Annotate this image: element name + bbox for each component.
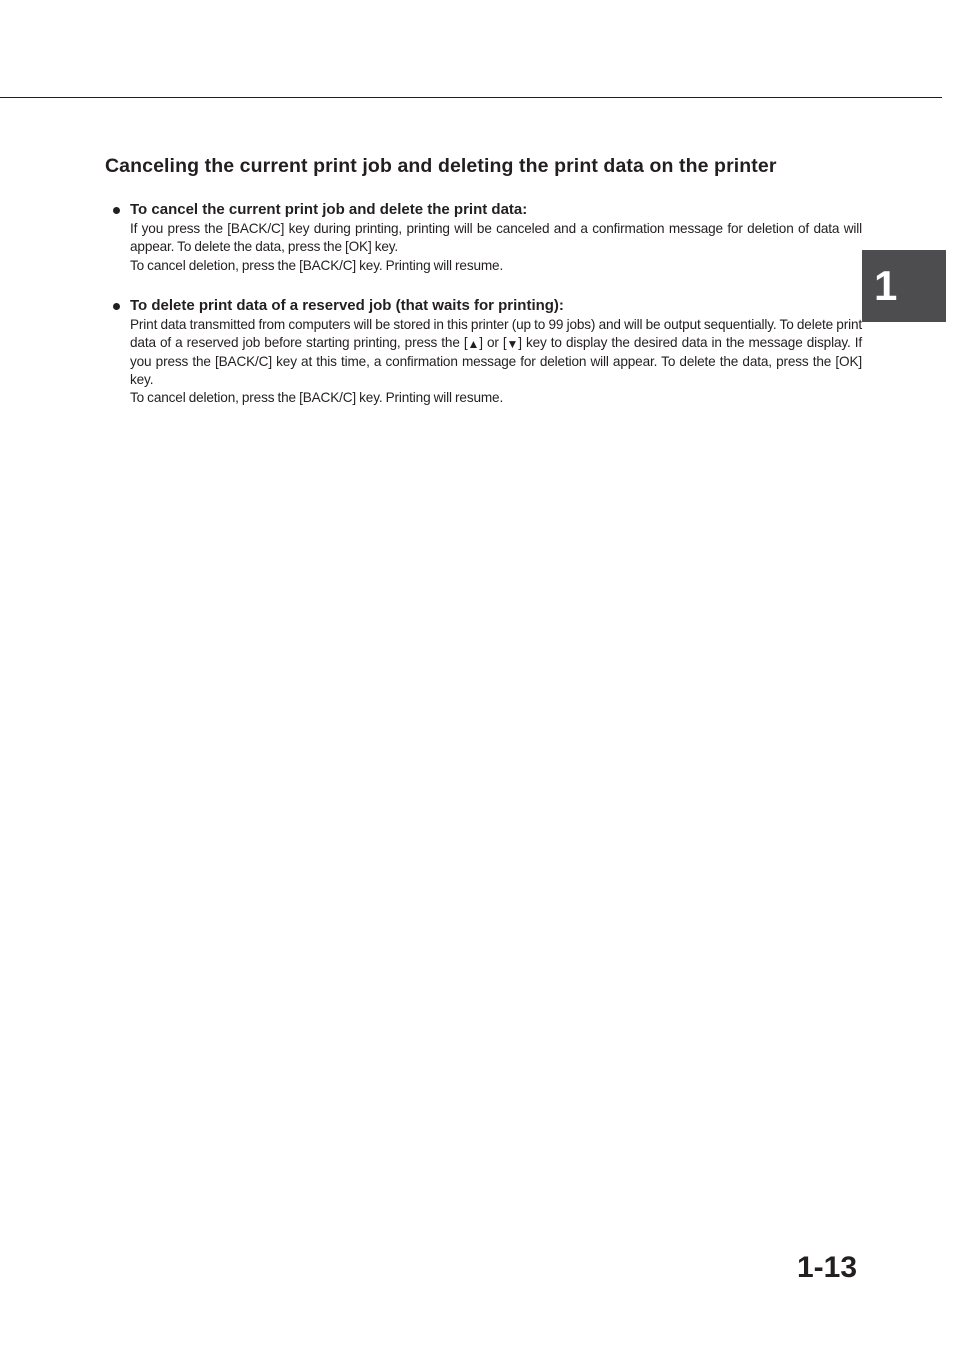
bullet-icon xyxy=(113,207,120,214)
item-body xyxy=(130,316,862,407)
paragraph-text: ] key to display the desired data in the message display. If you press the [BACK/C] key at this time, a confirmation message for deletion will appear. To delete the data, press the [OK] key. xyxy=(130,335,862,387)
header-rule xyxy=(0,97,942,98)
down-arrow-icon: ▼ xyxy=(506,337,519,352)
chapter-tab xyxy=(862,250,946,322)
item-heading: To delete print data of a reserved job (that waits for printing): xyxy=(130,297,564,314)
up-arrow-icon: ▲ xyxy=(467,337,480,352)
page-number: 1-13 xyxy=(796,1251,857,1284)
item-paragraph: To cancel deletion, press the [BACK/C] key. Printing will resume. xyxy=(130,390,504,406)
section-title: Canceling the current print job and deleting the print data on the printer xyxy=(105,155,777,177)
paragraph-text: ] or [ xyxy=(479,335,507,351)
item-heading: To cancel the current print job and delete the print data: xyxy=(130,201,528,218)
paragraph-text: Print data transmitted from computers will be stored in this printer (up to 99 jobs) and will be output sequentially. To delete print data of a reserved job before starting printing, press the [ xyxy=(130,317,862,351)
item-paragraph: To cancel deletion, press the [BACK/C] key. Printing will resume. xyxy=(130,257,504,273)
item-body xyxy=(130,220,862,275)
bullet-icon xyxy=(113,303,120,310)
chapter-number: 1 xyxy=(874,262,898,309)
list-item-cancel-current-job xyxy=(112,200,862,275)
item-paragraph xyxy=(130,316,862,389)
list-item-delete-reserved-job xyxy=(112,296,862,407)
item-paragraph: If you press the [BACK/C] key during printing, printing will be canceled and a confirmation message for deletion of data will appear. To delete the data, press the [OK] key. xyxy=(130,221,862,255)
